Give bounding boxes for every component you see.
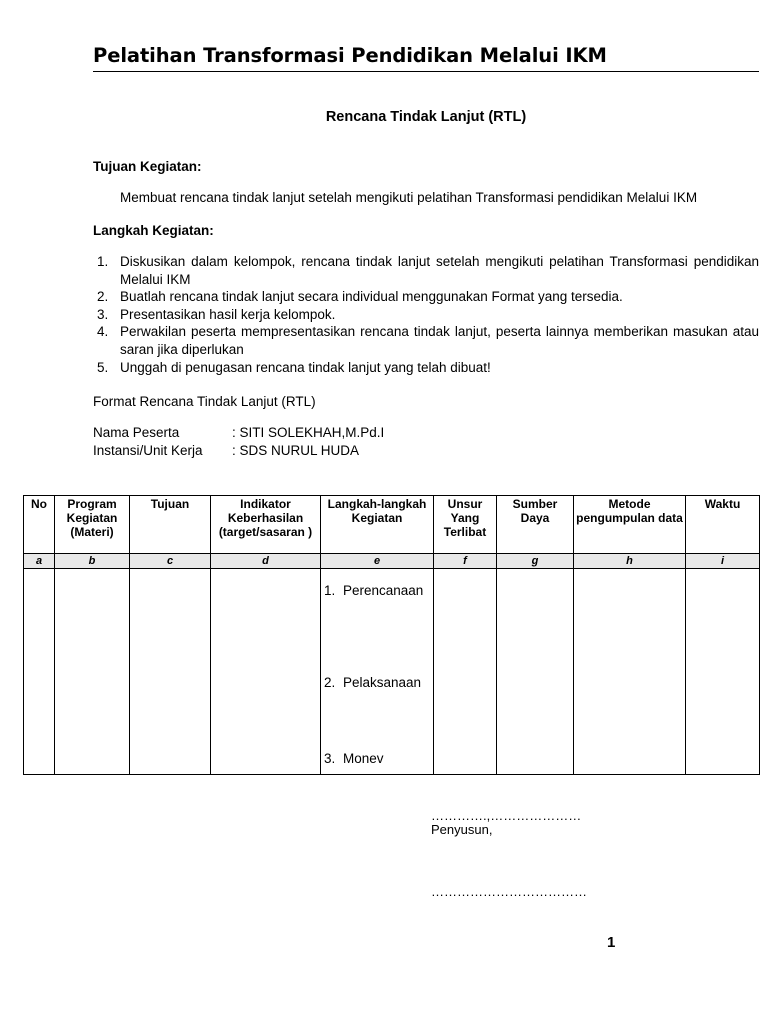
document-title: Rencana Tindak Lanjut (RTL)	[325, 109, 527, 125]
page-header-title: Pelatihan Transformasi Pendidikan Melalui IKM	[93, 44, 607, 67]
list-item	[93, 323, 759, 358]
list-number: 1.	[97, 254, 109, 269]
letter-cell: c	[130, 554, 211, 569]
letter-cell: h	[574, 554, 686, 569]
letter-cell: i	[686, 554, 760, 569]
list-item	[93, 359, 759, 377]
table-header-row	[24, 496, 760, 554]
nama-peserta-value: : SITI SOLEKHAH,M.Pd.I	[232, 425, 385, 440]
stage-item	[324, 675, 421, 690]
header-metode: Metode pengumpulan data	[574, 496, 686, 554]
list-item	[93, 288, 759, 306]
header-indikator: Indikator Keberhasilan (target/sasaran )	[211, 496, 321, 554]
header-waktu: Waktu	[686, 496, 760, 554]
stage-number: 2.	[324, 675, 336, 690]
header-unsur: Unsur Yang Terlibat	[434, 496, 497, 554]
header-sumber-daya: Sumber Daya	[497, 496, 574, 554]
header-divider	[93, 71, 759, 72]
stage-item	[324, 583, 423, 598]
letter-cell: e	[321, 554, 434, 569]
letter-cell: g	[497, 554, 574, 569]
list-number: 3.	[97, 306, 109, 322]
langkah-heading: Langkah Kegiatan:	[93, 223, 214, 238]
stage-label: Monev	[343, 751, 384, 766]
list-item-text: Perwakilan peserta mempresentasikan rencana tindak lanjut, peserta lainnya memberikan masukan atau saran jika diperlukan	[120, 324, 759, 357]
signature-role: Penyusun,	[431, 822, 493, 837]
letter-cell: f	[434, 554, 497, 569]
langkah-list	[93, 253, 759, 376]
table-cell	[686, 569, 760, 775]
table-cell	[130, 569, 211, 775]
table-cell	[497, 569, 574, 775]
instansi-label: Instansi/Unit Kerja	[93, 443, 203, 458]
list-item	[93, 306, 759, 324]
list-item-text: Buatlah rencana tindak lanjut secara individual menggunakan Format yang tersedia.	[120, 289, 623, 305]
table-cell	[211, 569, 321, 775]
list-item-text: Presentasikan hasil kerja kelompok.	[120, 306, 336, 322]
header-langkah: Langkah-langkah Kegiatan	[321, 496, 434, 554]
signature-name-line: ………………………………	[431, 884, 587, 899]
header-tujuan: Tujuan	[130, 496, 211, 554]
table-cell	[574, 569, 686, 775]
tujuan-heading: Tujuan Kegiatan:	[93, 159, 202, 174]
table-cell-langkah	[321, 569, 434, 775]
list-number: 2.	[97, 289, 109, 305]
list-item-text: Diskusikan dalam kelompok, rencana tindak lanjut setelah mengikuti pelatihan Transformasi pendidikan Melalui IKM	[120, 254, 759, 287]
signature-date-line: ………….,…………………	[431, 808, 582, 823]
table-letter-row	[24, 554, 760, 569]
nama-peserta-label: Nama Peserta	[93, 425, 180, 440]
letter-cell: d	[211, 554, 321, 569]
table-cell	[55, 569, 130, 775]
list-item-text: Unggah di penugasan rencana tindak lanjut yang telah dibuat!	[120, 359, 491, 375]
rtl-table	[23, 495, 760, 775]
header-no: No	[24, 496, 55, 554]
stage-number: 1.	[324, 583, 336, 598]
stage-label: Perencanaan	[343, 583, 424, 598]
instansi-value: : SDS NURUL HUDA	[232, 443, 360, 458]
header-program-kegiatan: Program Kegiatan (Materi)	[55, 496, 130, 554]
table-cell	[24, 569, 55, 775]
page-number: 1	[607, 934, 616, 951]
stage-label: Pelaksanaan	[343, 675, 422, 690]
stage-item	[324, 751, 384, 766]
stage-number: 3.	[324, 751, 336, 766]
letter-cell: a	[24, 554, 55, 569]
list-number: 4.	[97, 324, 109, 340]
letter-cell: b	[55, 554, 130, 569]
list-number: 5.	[97, 359, 109, 375]
format-label: Format Rencana Tindak Lanjut (RTL)	[93, 394, 316, 409]
list-item	[93, 253, 759, 288]
table-row	[24, 569, 760, 775]
tujuan-text: Membuat rencana tindak lanjut setelah mengikuti pelatihan Transformasi pendidikan Melalui IKM	[120, 190, 698, 205]
table-cell	[434, 569, 497, 775]
